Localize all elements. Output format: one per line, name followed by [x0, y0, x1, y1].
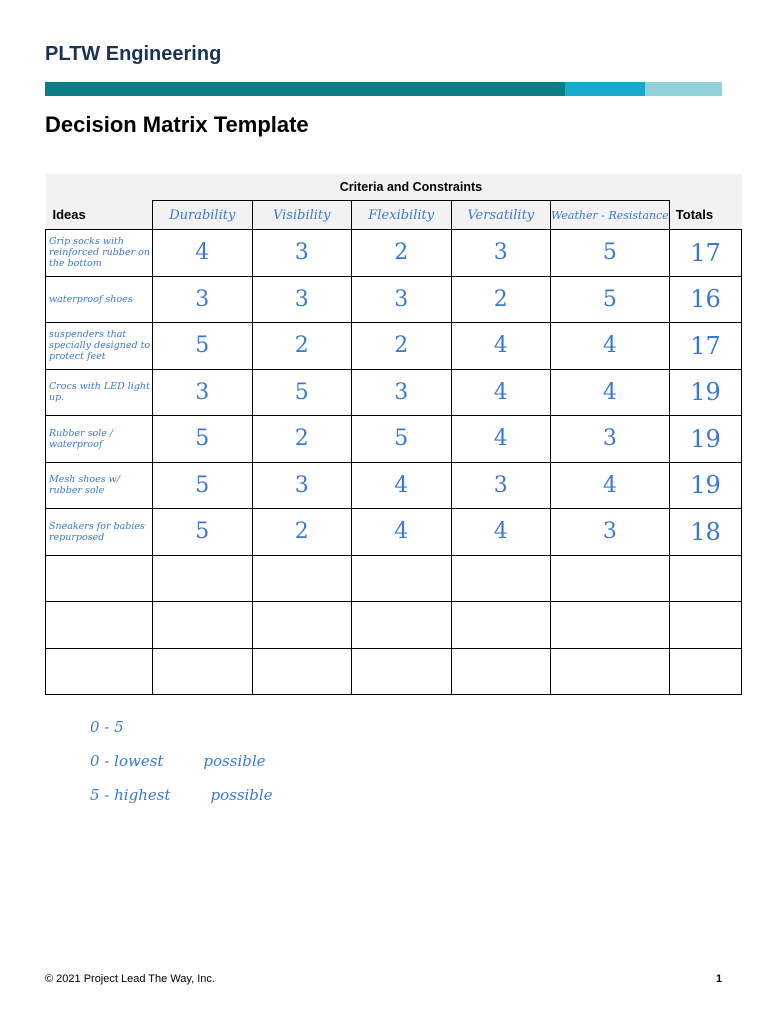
- idea-cell: waterproof shoes: [46, 276, 153, 323]
- criteria-header-row: [46, 201, 742, 230]
- score-cell: 4: [352, 509, 452, 556]
- lowest-possible: possible: [203, 752, 266, 770]
- score-cell: 5: [153, 416, 253, 463]
- scale-note: 0 - 5: [90, 718, 124, 736]
- score-cell: 4: [551, 369, 670, 416]
- score-cell: 2: [252, 509, 352, 556]
- lowest-label: 0 - lowest: [90, 752, 164, 770]
- table-row: [46, 555, 742, 602]
- idea-cell: [46, 648, 153, 695]
- score-cell: [551, 648, 670, 695]
- criterion-header: [153, 201, 253, 230]
- score-cell: 4: [551, 462, 670, 509]
- criterion-label: Versatility: [467, 207, 535, 223]
- table-row: [46, 323, 742, 370]
- score-cell: 4: [551, 323, 670, 370]
- score-cell: 5: [252, 369, 352, 416]
- score-cell: 3: [352, 276, 452, 323]
- score-cell: [551, 602, 670, 649]
- header-bar-teal: [45, 82, 565, 96]
- table-row: [46, 648, 742, 695]
- header-bar-light: [645, 82, 722, 96]
- score-cell: [153, 602, 253, 649]
- score-cell: 5: [352, 416, 452, 463]
- score-cell: [451, 648, 551, 695]
- total-cell: 18: [669, 509, 742, 556]
- score-cell: [153, 648, 253, 695]
- totals-header: Totals: [669, 201, 742, 230]
- brand-title: PLTW Engineering: [45, 43, 222, 65]
- score-cell: 3: [252, 462, 352, 509]
- score-cell: 5: [551, 276, 670, 323]
- highest-possible: possible: [210, 786, 273, 804]
- score-cell: 2: [451, 276, 551, 323]
- score-cell: [252, 555, 352, 602]
- total-cell: 17: [669, 323, 742, 370]
- criterion-label: Visibility: [272, 207, 331, 223]
- score-cell: 5: [551, 230, 670, 277]
- total-cell: [669, 648, 742, 695]
- group-corner: [46, 174, 153, 201]
- criterion-header: [551, 201, 670, 230]
- score-cell: 3: [551, 416, 670, 463]
- criterion-header: [352, 201, 452, 230]
- header-bar-blue: [565, 82, 645, 96]
- idea-cell: Sneakers for babies repurposed: [46, 509, 153, 556]
- table-row: [46, 416, 742, 463]
- criterion-label: Weather - Resistance: [551, 208, 669, 222]
- idea-cell: Grip socks with reinforced rubber on the bottom: [46, 230, 153, 277]
- group-corner-right: [669, 174, 742, 201]
- score-cell: 2: [252, 323, 352, 370]
- total-cell: 19: [669, 462, 742, 509]
- score-cell: [252, 602, 352, 649]
- score-cell: 3: [451, 230, 551, 277]
- idea-cell: Mesh shoes w/ rubber sole: [46, 462, 153, 509]
- criterion-header: [451, 201, 551, 230]
- idea-cell: Rubber sole / waterproof: [46, 416, 153, 463]
- score-cell: [451, 602, 551, 649]
- score-cell: [352, 602, 452, 649]
- score-cell: 3: [153, 369, 253, 416]
- score-cell: 4: [451, 369, 551, 416]
- score-cell: 4: [451, 416, 551, 463]
- total-cell: 19: [669, 416, 742, 463]
- total-cell: 17: [669, 230, 742, 277]
- table-row: [46, 462, 742, 509]
- table-row: [46, 276, 742, 323]
- table-row: [46, 369, 742, 416]
- total-cell: 16: [669, 276, 742, 323]
- score-cell: 4: [153, 230, 253, 277]
- score-cell: [352, 555, 452, 602]
- score-cell: 4: [451, 323, 551, 370]
- scoring-notes: [90, 718, 273, 820]
- idea-cell: Crocs with LED light up.: [46, 369, 153, 416]
- score-cell: 2: [352, 323, 452, 370]
- criterion-header: [252, 201, 352, 230]
- ideas-header: Ideas: [46, 201, 153, 230]
- decision-matrix-table: [45, 174, 742, 695]
- table-row: [46, 509, 742, 556]
- score-cell: 2: [252, 416, 352, 463]
- idea-cell: suspenders that specially designed to protect feet: [46, 323, 153, 370]
- score-cell: [551, 555, 670, 602]
- table-row: [46, 602, 742, 649]
- highest-note: [90, 786, 273, 820]
- score-cell: 3: [252, 276, 352, 323]
- score-cell: [252, 648, 352, 695]
- idea-cell: [46, 555, 153, 602]
- score-cell: 3: [153, 276, 253, 323]
- score-cell: 5: [153, 509, 253, 556]
- page-number: 1: [716, 973, 723, 985]
- criteria-group-label: Criteria and Constraints: [153, 174, 670, 201]
- total-cell: [669, 602, 742, 649]
- score-cell: 3: [551, 509, 670, 556]
- lowest-note: [90, 752, 273, 786]
- table-row: [46, 230, 742, 277]
- score-cell: 4: [451, 509, 551, 556]
- page-title: Decision Matrix Template: [45, 112, 309, 137]
- idea-cell: [46, 602, 153, 649]
- score-cell: 3: [352, 369, 452, 416]
- score-cell: 3: [252, 230, 352, 277]
- score-cell: 4: [352, 462, 452, 509]
- criteria-group-row: [46, 174, 742, 201]
- score-cell: [153, 555, 253, 602]
- highest-label: 5 - highest: [90, 786, 171, 804]
- score-cell: 5: [153, 323, 253, 370]
- footer-copyright: © 2021 Project Lead The Way, Inc.: [45, 973, 215, 985]
- total-cell: 19: [669, 369, 742, 416]
- total-cell: [669, 555, 742, 602]
- score-cell: [352, 648, 452, 695]
- score-cell: [451, 555, 551, 602]
- score-cell: 2: [352, 230, 452, 277]
- score-cell: 3: [451, 462, 551, 509]
- criterion-label: Durability: [169, 207, 236, 223]
- criterion-label: Flexibility: [368, 207, 435, 223]
- score-cell: 5: [153, 462, 253, 509]
